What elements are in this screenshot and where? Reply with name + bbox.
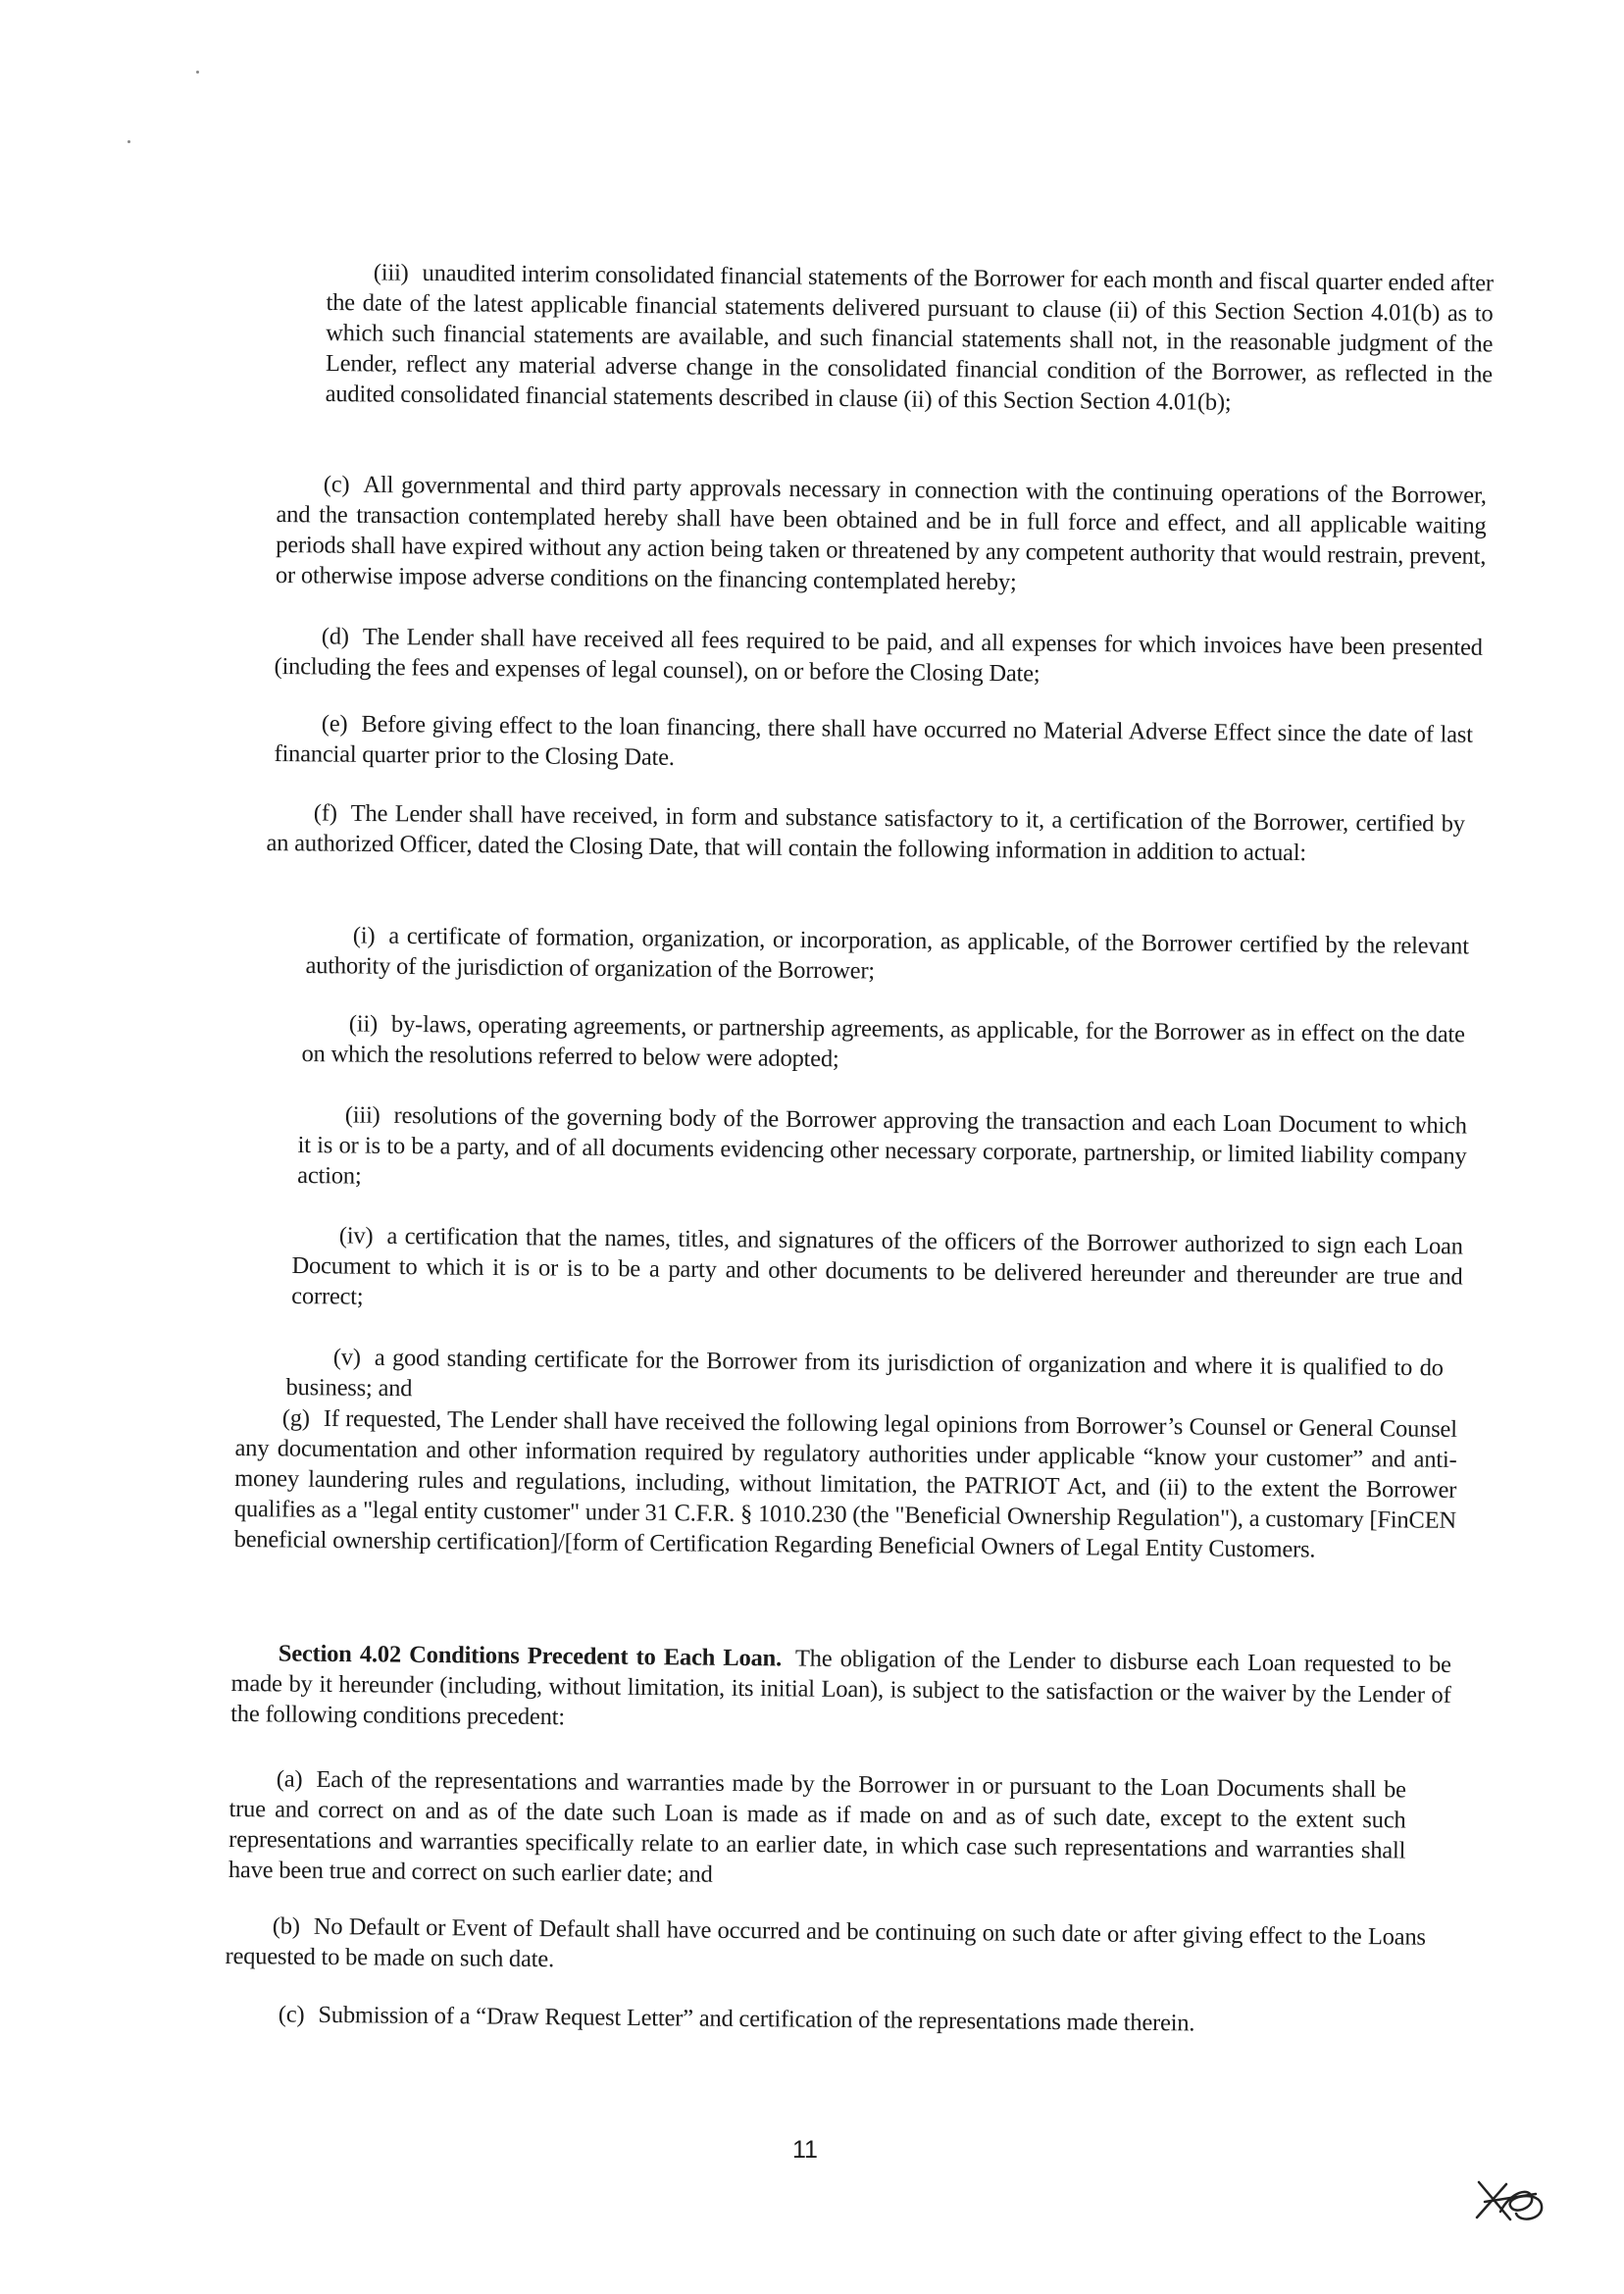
clause-text: resolutions of the governing body of the Borrower approving the transaction and each Loan Document to which it is or is to be a party, and of all documents evidencing other necessary corporate, partnership, or limited liability company action; [297,1101,1467,1190]
clause-text: All governmental and third party approvals necessary in connection with the continuing operations of the Borrower, and the transaction contemplated hereby shall have been obtained and be in full force and effect, and all applicable waiting periods shall have expired without any action being taken or threatened by any competent authority that would restrain, prevent, or otherwise impose adverse conditions on the financing contemplated hereby; [275,471,1487,596]
section-text: The obligation of the Lender to disburse each Loan requested to be made by it hereunder (including, without limitation, its initial Loan), is subject to the satisfaction or the waiver by the Lender of the following conditions precedent: [230,1645,1451,1731]
clause-text: If requested, The Lender shall have received the following legal opinions from Borrower’s Counsel or General Counsel any documentation and other information required by regulatory authorities under applicable “know your customer” and anti-money laundering rules and regulations, including, without limitation, the PATRIOT Act, and (ii) to the extent the Borrower qualifies as a "legal entity customer" under 31 C.F.R. § 1010.230 (the "Beneficial Ownership Regulation"), a customary [FinCEN beneficial ownership certification]/[form of Certification Regarding Beneficial Owners of Legal Entity Customers. [233,1404,1457,1563]
clause-label: (ii) [348,1010,379,1038]
clause-label: (iii) [344,1101,381,1129]
clause-label: (i) [352,922,376,949]
clause-label: (c) [278,2001,305,2028]
clause-text: Submission of a “Draw Request Letter” and certification of the representations made therein. [318,2001,1195,2037]
clause-text: a good standing certificate for the Borrower from its jurisdiction of organization and where it is qualified to do business; and [285,1344,1444,1402]
clause-label: (v) [332,1344,361,1371]
paragraph-f-v [285,1342,1444,1413]
paragraph-e [274,708,1473,781]
clause-label: (iii) [373,259,409,286]
clause-label: (a) [276,1765,303,1793]
clause-label: (g) [281,1404,310,1432]
paragraph-4-02-b [225,1911,1426,1983]
clause-label: (e) [321,710,348,738]
paragraph-c [276,469,1487,602]
paragraph-b-iii [326,257,1494,420]
clause-text: Before giving effect to the loan financing, there shall have occurred no Material Adverse Effect since the date of last financial quarter prior to the Closing Date. [274,710,1473,771]
paragraph-f-iv [291,1220,1463,1322]
paragraph-f-iii [297,1099,1467,1201]
clause-label: (f) [313,799,337,827]
clause-text: Each of the representations and warranties made by the Borrower in or pursuant to the Loan Documents shall be true and correct on and as of the date such Loan is made as if made on and as of such date, except to the extent such representations and warranties specifically relate to an earlier date, in which case such representations and warranties shall have been true and correct on such earlier date; and [228,1765,1406,1888]
paragraph-f [266,797,1465,870]
clause-text: a certificate of formation, organization, or incorporation, as applicable, of the Borrower certified by the relevant authority of the jurisdiction of organization of the Borrower; [305,922,1469,985]
clause-text: No Default or Event of Default shall have occurred and be continuing on such date or after giving effect to the Loans requested to be made on such date. [225,1912,1426,1973]
section-number: Section 4.02 [278,1640,402,1668]
section-heading: Conditions Precedent to Each Loan. [409,1641,783,1672]
clause-label: (iv) [338,1222,374,1249]
clause-text: unaudited interim consolidated financial statements of the Borrower for each month and fiscal quarter ended after the date of the latest applicable financial statements delivered pursuant to clause (ii) of this Section Section 4.01(b) as to which such financial statements are available, and such financial statements shall not, in the reasonable judgment of the Lender, reflect any material adverse change in the consolidated financial condition of the Borrower, as reflected in the audited consolidated financial statements described in clause (ii) of this Section Section 4.01(b); [325,259,1494,416]
clause-text: by-laws, operating agreements, or partnership agreements, as applicable, for the Borrower as in effect on the date on which the resolutions referred to below were adopted; [301,1010,1465,1073]
clause-label: (d) [321,623,349,650]
paragraph-4-02-c [231,1999,1428,2041]
clause-text: The Lender shall have received all fees required to be paid, and all expenses for which invoices have been presented (including the fees and expenses of legal counsel), on or before the Closing Date; [274,623,1483,688]
clause-text: The Lender shall have received, in form and substance satisfactory to it, a certification of the Borrower, certified by an authorized Officer, dated the Closing Date, that will contain the following information in addition to actual: [266,799,1465,867]
page-number: 11 [792,2136,818,2164]
paragraph-4-02-a [228,1763,1406,1897]
scan-speck [127,140,130,143]
paragraph-f-ii [301,1008,1465,1080]
clause-text: a certification that the names, titles, and signatures of the officers of the Borrower authorized to sign each Loan Document to which it is or is to be a party and other documents to be delivered hereunder and thereunder are true and correct; [291,1222,1463,1310]
paragraph-g [234,1402,1457,1566]
clause-label: (b) [272,1912,300,1940]
scan-speck [196,71,199,74]
paragraph-f-i [305,920,1469,992]
handwritten-initials-signature [1471,2172,1549,2231]
paragraph-d [274,621,1483,693]
clause-label: (c) [323,471,350,498]
section-4-02 [230,1638,1451,1741]
